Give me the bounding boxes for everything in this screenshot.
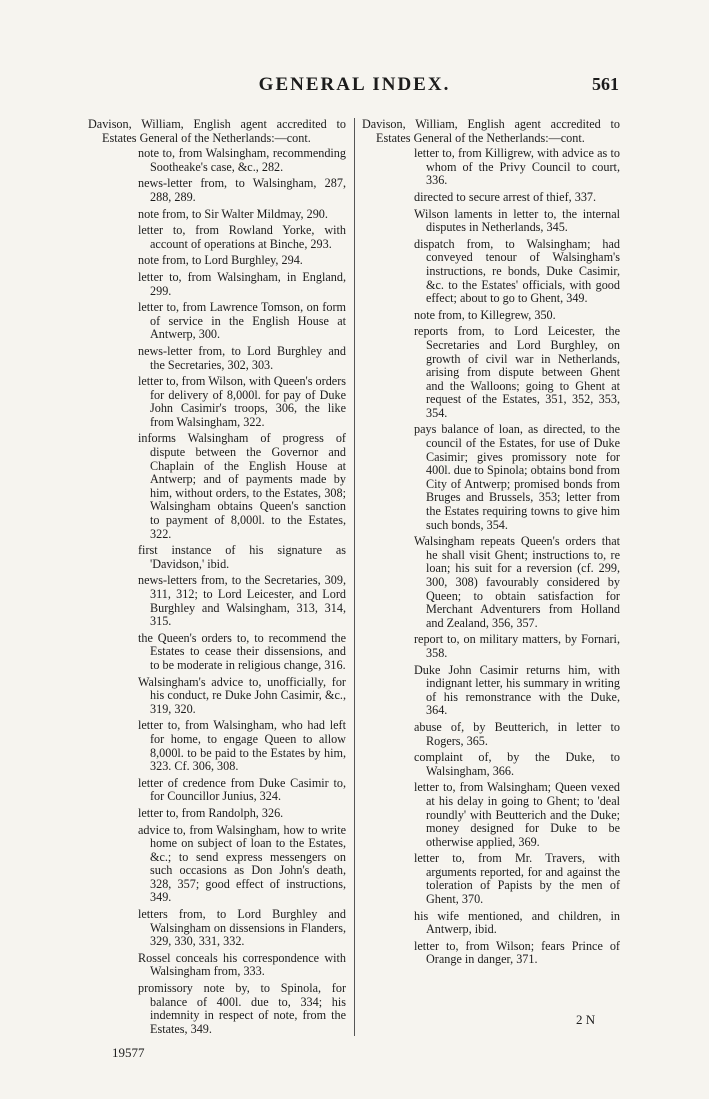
page-header [0, 74, 709, 102]
index-entry: the Queen's orders to, to recommend the Estates to cease their dissensions, and to be moderate in religious change, 316. [138, 630, 346, 672]
index-entry: letter to, from Mr. Travers, with arguments reported, for and against the toleration of Papists by the men of Ghent, 370. [414, 851, 620, 907]
index-entry: news-letters from, to the Secretaries, 309, 311, 312; to Lord Leicester, and Lord Burghley and Walsingham, 313, 314, 315. [138, 573, 346, 629]
index-entry: advice to, from Walsingham, how to write home on subject of loan to the Estates, &c.; to send express messengers on such occasions as Don John's death, 328, 357; good effect of instructions, 349. [138, 822, 346, 905]
index-entry: letter to, from Wilson, with Queen's orders for delivery of 8,000l. for pay of Duke John Casimir's troops, 306, the like from Walsingham, 322. [138, 374, 346, 429]
page-title: GENERAL INDEX. [258, 74, 451, 95]
page-number: 561 [592, 74, 619, 94]
left-entries [88, 147, 346, 1036]
index-entry: letter to, from Walsingham, in England, 299. [138, 269, 346, 298]
index-entry: abuse of, by Beutterich, in letter to Rogers, 365. [414, 719, 620, 748]
index-entry: note from, to Lord Burghley, 294. [138, 253, 303, 268]
index-entry: Duke John Casimir returns him, with indignant letter, his summary in writing of his remonstrance with the Duke, 364. [414, 662, 620, 718]
index-entry: letter to, from Rowland Yorke, with account of operations at Binche, 293. [138, 223, 346, 251]
index-entry: Walsingham repeats Queen's orders that he shall visit Ghent; instructions to, re loan; his suit for a reversion (cf. 299, 300, 308) favourably considered by Queen; to obtain satisfaction for Merchant Adventurers from Holland and Zealand, 356, 357. [414, 534, 620, 630]
index-entry: pays balance of loan, as directed, to the council of the Estates, for use of Duke Casimir; gives promissory note for 400l. due to Spinola; obtains bond from City of Antwerp; promised bonds from Bruges and Brussels, 353; letter from the Estates requiring towns to give him such bonds, 354. [414, 422, 620, 532]
index-entry: letters from, to Lord Burghley and Walsingham on dissensions in Flanders, 329, 330, 331, 332. [138, 907, 346, 949]
index-entry: note to, from Walsingham, recommending Sootheake's case, &c., 282. [138, 146, 346, 174]
left-column [88, 118, 346, 1039]
index-entry: Walsingham's advice to, unofficially, for his conduct, re Duke John Casimir, &c., 319, 320. [138, 674, 346, 716]
column-divider [354, 118, 355, 1036]
index-entry: Rossel conceals his correspondence with Walsingham from, 333. [138, 950, 346, 979]
index-entry: directed to secure arrest of thief, 337. [414, 189, 597, 204]
index-heading: Davison, William, English agent accredited to Estates General of the Netherlands:—cont. [362, 117, 620, 145]
index-entry: dispatch from, to Walsingham; had conveyed tenour of Walsingham's instructions, re bonds, Duke Casimir, &c. to the Estates' officials, with good effect; about to go to Ghent, 349. [414, 236, 620, 306]
right-entries [362, 147, 620, 967]
index-entry: letter of credence from Duke Casimir to, for Councillor Junius, 324. [138, 775, 346, 804]
index-entry: letter to, from Walsingham; Queen vexed at his delay in going to Ghent; to 'deal roundly' with Beutterich and the Duke; money designed for Duke to be otherwise applied, 369. [414, 780, 620, 849]
signature-mark: 19577 [112, 1045, 145, 1060]
right-column [362, 118, 620, 970]
index-entry: complaint of, by the Duke, to Walsingham, 366. [414, 750, 620, 778]
index-entry: news-letter from, to Lord Burghley and the Secretaries, 302, 303. [138, 343, 346, 372]
index-entry: informs Walsingham of progress of dispute between the Governor and Chaplain of the English House at Antwerp; and of payments made by him, without orders, to the Estates, 308; Walsingham obtains Queen's sanction to payment of 8,000l. to the Estates, 322. [138, 431, 346, 541]
index-entry: letter to, from Wilson; fears Prince of Orange in danger, 371. [414, 938, 620, 967]
index-entry: letter to, from Killigrew, with advice as to whom of the Privy Council to court, 336. [414, 146, 620, 188]
index-entry: letter to, from Lawrence Tomson, on form of service in the English House at Antwerp, 300. [138, 300, 346, 342]
index-entry: reports from, to Lord Leicester, the Secretaries and Lord Burghley, on growth of civil war in Netherlands, arising from dispute between Ghent and the Walloons; going to Ghent at request of the Estates, 351, 352, 353, 354. [414, 324, 620, 420]
index-entry: report to, on military matters, by Fornari, 358. [414, 632, 620, 660]
index-entry: first instance of his signature as 'Davidson,' ibid. [138, 543, 346, 571]
index-entry: note from, to Killegrew, 350. [414, 307, 556, 322]
index-entry: letter to, from Randolph, 326. [138, 805, 284, 820]
index-entry: Wilson laments in letter to, the internal disputes in Netherlands, 345. [414, 206, 620, 235]
index-entry: letter to, from Walsingham, who had left for home, to engage Queen to allow 8,000l. to be paid to the Estates by him, 323. Cf. 306, 308. [138, 718, 346, 774]
index-entry: news-letter from, to Walsingham, 287, 288, 289. [138, 176, 346, 204]
index-entry: note from, to Sir Walter Mildmay, 290. [138, 206, 328, 221]
gathering-mark: 2 N [576, 1012, 596, 1027]
index-entry: his wife mentioned, and children, in Antwerp, ibid. [414, 908, 620, 937]
index-heading: Davison, William, English agent accredited to Estates General of the Netherlands:—cont. [88, 117, 346, 145]
index-entry: promissory note by, to Spinola, for balance of 400l. due to, 334; his indemnity in respect of note, from the Estates, 349. [138, 981, 346, 1036]
